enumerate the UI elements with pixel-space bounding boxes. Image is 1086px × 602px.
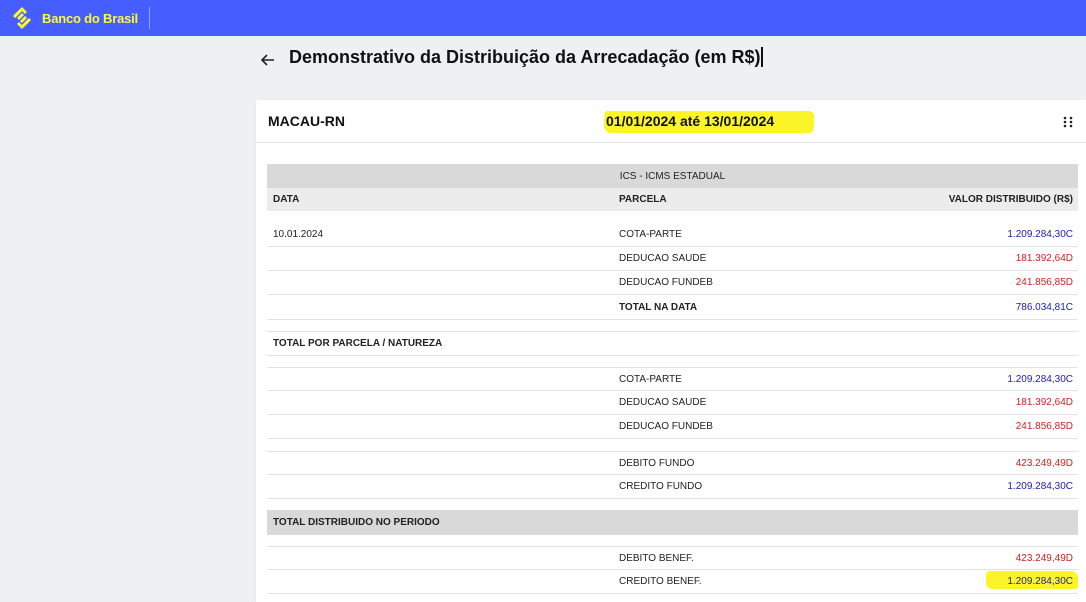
table-row — [267, 475, 1078, 499]
row-parcela: DEDUCAO FUNDEB — [619, 421, 713, 432]
table-row — [267, 546, 1078, 570]
brand-divider — [149, 7, 150, 29]
row-valor: 181.392,64D — [1015, 253, 1073, 264]
top-bar — [0, 0, 1086, 36]
row-valor: 241.856,85D — [1015, 277, 1073, 288]
table-row — [267, 222, 1078, 247]
row-valor: 786.034,81C — [1015, 301, 1073, 313]
table-row — [267, 415, 1078, 439]
col-parcela: PARCELA — [619, 194, 667, 205]
row-valor: 423.249,49D — [1015, 457, 1073, 469]
row-valor: 241.856,85D — [1015, 421, 1073, 432]
page-title — [289, 47, 763, 68]
row-parcela: COTA-PARTE — [619, 373, 682, 385]
back-arrow-icon[interactable] — [258, 50, 278, 70]
natureza-title: TOTAL POR PARCELA / NATUREZA — [273, 338, 443, 349]
section-header — [267, 164, 1078, 188]
table-row — [267, 391, 1078, 415]
table-row-total — [267, 295, 1078, 320]
card-header — [256, 100, 1086, 143]
page-title-text: Demonstrativo da Distribuição da Arrecadação (em R$) — [289, 47, 761, 67]
periodo-title: TOTAL DISTRIBUIDO NO PERIODO — [273, 517, 440, 528]
periodo-header — [267, 510, 1078, 535]
row-valor: 181.392,64D — [1015, 397, 1073, 408]
row-valor: 1.209.284,30C — [1007, 576, 1073, 587]
row-parcela: DEDUCAO FUNDEB — [619, 277, 713, 288]
row-valor: 1.209.284,30C — [1007, 481, 1073, 492]
text-caret — [761, 47, 763, 67]
section-title: ICS - ICMS ESTADUAL — [619, 170, 726, 182]
banco-do-brasil-logo-icon[interactable] — [10, 6, 34, 30]
row-parcela: COTA-PARTE — [619, 228, 682, 240]
row-parcela: TOTAL NA DATA — [619, 301, 698, 313]
table-row — [267, 570, 1078, 594]
col-data: DATA — [273, 194, 300, 205]
column-headers — [267, 188, 1078, 211]
row-parcela: DEDUCAO SAUDE — [619, 397, 707, 408]
row-date: 10.01.2024 — [273, 228, 324, 240]
table-row — [267, 271, 1078, 295]
brand-name[interactable]: Banco do Brasil — [42, 10, 138, 26]
table-row — [267, 247, 1078, 271]
period-text: 01/01/2024 até 13/01/2024 — [606, 113, 775, 129]
row-parcela: DEBITO FUNDO — [619, 457, 695, 469]
row-parcela: CREDITO BENEF. — [619, 576, 702, 587]
row-parcela: DEDUCAO SAUDE — [619, 253, 707, 264]
period-range — [604, 111, 775, 129]
row-parcela: CREDITO FUNDO — [619, 481, 703, 492]
more-options-icon[interactable] — [1062, 115, 1074, 129]
col-valor: VALOR DISTRIBUIDO (R$) — [948, 194, 1073, 205]
report-card — [256, 100, 1086, 602]
row-valor: 1.209.284,30C — [1007, 373, 1073, 385]
row-valor: 423.249,49D — [1015, 552, 1073, 564]
table-row — [267, 367, 1078, 391]
city-name: MACAU-RN — [268, 113, 345, 129]
natureza-header — [267, 331, 1078, 356]
row-parcela: DEBITO BENEF. — [619, 552, 694, 564]
table-row — [267, 451, 1078, 475]
row-valor: 1.209.284,30C — [1007, 228, 1073, 240]
